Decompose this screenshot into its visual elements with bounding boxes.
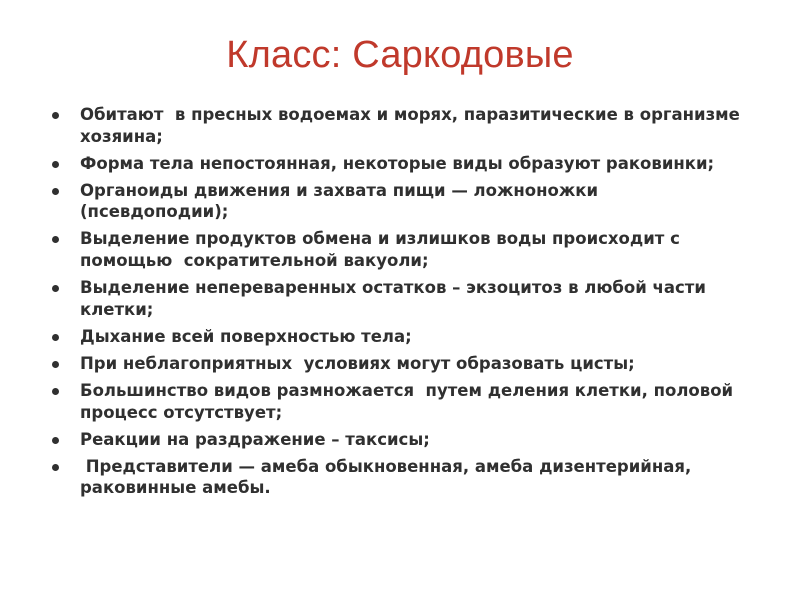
bullet-text: Форма тела непостоянная, некоторые виды образуют раковинки; [80,153,715,173]
bullet-dot-icon [52,236,59,243]
bullet-dot-icon [52,464,59,471]
bullet-text: При неблагоприятных условиях могут образовать цисты; [80,353,635,373]
bullet-item-respiration [52,326,752,348]
bullet-dot-icon [52,361,59,368]
bullet-text: Реакции на раздражение – таксисы; [80,429,430,449]
bullet-item-cysts [52,353,752,375]
bullet-text: Выделение непереваренных остатков – экзоцитоз в любой части клетки; [80,278,712,319]
bullet-text: Обитают в пресных водоемах и морях, паразитические в организме хозяина; [80,105,746,146]
bullet-item-representatives [52,456,752,499]
bullet-dot-icon [52,334,59,341]
bullet-item-reproduction [52,380,752,423]
bullet-dot-icon [52,285,59,292]
bullet-text: Большинство видов размножается путем деления клетки, половой процесс отсутствует; [80,381,739,422]
bullet-item-excretion [52,228,752,271]
bullet-dot-icon [52,161,59,168]
bullet-text: Выделение продуктов обмена и излишков воды происходит с помощью сократительной вакуоли; [80,229,686,271]
bullet-text: Органоиды движения и захвата пищи — ложноножки (псевдоподии); [80,180,604,222]
bullet-item-taxis [52,429,752,451]
bullet-list [52,104,752,505]
bullet-dot-icon [52,388,59,395]
bullet-text: Представители — амеба обыкновенная, амеба дизентерийная, раковинные амебы. [80,456,697,498]
bullet-dot-icon [52,188,59,195]
bullet-item-body-shape [52,153,752,175]
bullet-item-habitat [52,104,752,147]
slide-title: Класс: Саркодовые [226,34,574,76]
bullet-dot-icon [52,112,59,119]
bullet-dot-icon [52,437,59,444]
bullet-item-locomotion [52,180,752,223]
bullet-item-exocytosis [52,277,752,320]
bullet-text: Дыхание всей поверхностью тела; [80,326,412,346]
